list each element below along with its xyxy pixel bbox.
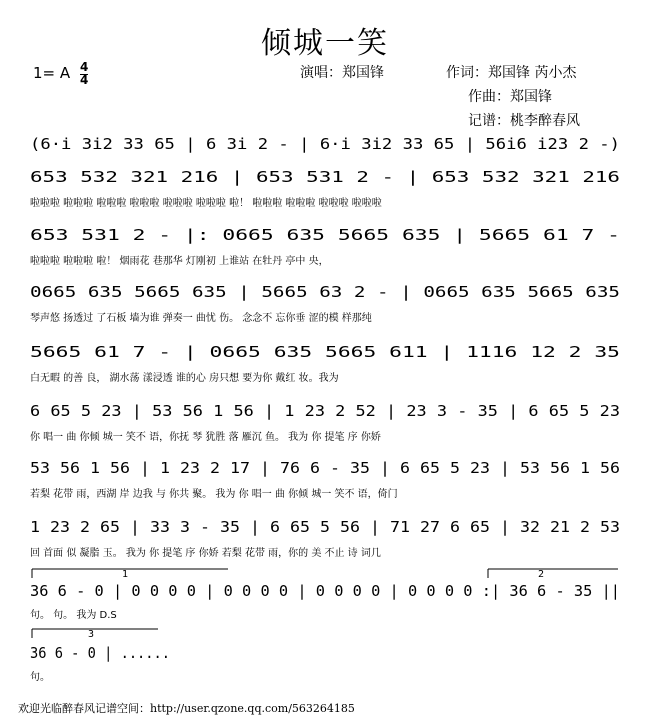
lyricist-credit: 作词：郑国锋 芮小杰: [446, 65, 577, 81]
volta-first-label: 1: [122, 569, 129, 580]
lyrics-line: 回 首面 似 凝脂 玉。 我为 你 提笔 序 你娇 若梨 花带 雨，你的 美 不止 诗 词几: [30, 548, 381, 559]
notation-line: 53 56 1 56 | 1 23 2 17 | 76 6 - 35 | 6 65 5 23 | 53 56 1 56: [30, 459, 620, 477]
lyrics-line: 啦啦啦 啦啦啦 啦啦啦 啦啦啦 啦啦啦 啦啦啦 啦！ 啦啦啦 啦啦啦 啦啦啦 啦啦啦: [30, 198, 382, 209]
score-row-5: [30, 341, 628, 384]
lyrics-line: 若梨 花带 雨，西湖 岸 边我 与 你共 聚。 我为 你 唱一 曲 你倾 城一 笑不 语，倚门: [30, 489, 398, 500]
lyrics-line: 句。: [30, 672, 50, 683]
song-title: 倾城一笑: [261, 26, 389, 61]
score-row-7: [30, 457, 628, 500]
lyrics-line: 啦啦啦 啦啦啦 啦！ 烟雨花 巷那华 灯刚初 上谁站 在牡丹 亭中 央，: [30, 256, 329, 267]
notation-line: 36 6 - 0 | 0 0 0 0 | 0 0 0 0 | 0 0 0 0 | 0 0 0 0 :| 36 6 - 35 ||: [30, 582, 620, 600]
notation-line: 36 6 - 0 | ......: [30, 644, 170, 662]
score-row-9: [30, 580, 628, 621]
score-row-10: [30, 642, 180, 683]
notation-line: 0665 635 5665 635 | 5665 63 2 - | 0665 635 5665 635: [30, 283, 620, 301]
score-row-3: [30, 224, 628, 267]
time-signature-top: 4: [80, 60, 89, 74]
lyrics-line: 琴声悠 扬透过 了石板 墙为谁 弹奏一 曲忧 伤。 念念不 忘你垂 涩的模 样那纯: [30, 313, 372, 324]
key-signature: 1= A: [33, 64, 71, 82]
lyrics-line: 你 唱一 曲 你倾 城一 笑不 语，你抚 琴 犹胜 落 雁沉 鱼。 我为 你 提笔 序 你娇: [30, 432, 381, 443]
composer-credit: 作曲：郑国锋: [468, 89, 552, 105]
score-row-8: [30, 516, 628, 559]
notation-line: (6·i 3i2 33 65 | 6 3i 2 - | 6·i 3i2 33 65 | 56i6 i23 2 -): [30, 135, 620, 153]
score-row-2: [30, 166, 628, 209]
footer-text: 欢迎光临醉春风记谱空间：http://user.qzone.qq.com/563264185: [18, 702, 355, 715]
volta-second-label: 2: [538, 569, 545, 580]
time-signature: [80, 62, 88, 86]
notation-line: 1 23 2 65 | 33 3 - 35 | 6 65 5 56 | 71 27 6 65 | 32 21 2 53: [30, 518, 620, 536]
notation-line: 653 532 321 216 | 653 531 2 - | 653 532 321 216: [30, 168, 620, 186]
transcriber-credit: 记谱：桃李醉春风: [468, 113, 580, 129]
notation-line: 6 65 5 23 | 53 56 1 56 | 1 23 2 52 | 23 3 - 35 | 6 65 5 23: [30, 402, 620, 420]
score-row-4: [30, 281, 628, 324]
score-row-1: [30, 133, 628, 155]
notation-line: 5665 61 7 - | 0665 635 5665 611 | 1116 12 2 35: [30, 343, 620, 361]
time-signature-bottom: 4: [80, 73, 89, 87]
singer-credit: 演唱：郑国锋: [300, 65, 384, 81]
notation-line: 653 531 2 - |: 0665 635 5665 635 | 5665 61 7 -: [30, 226, 620, 244]
lyrics-line: 白无暇 的善 良， 湖水荡 漾浸透 谁的心 房只想 要为你 戴红 妆。我为: [30, 373, 339, 384]
lyrics-line: 句。 句。 我为 D.S: [30, 610, 117, 621]
score-row-6: [30, 400, 628, 443]
volta-third-bracket: [28, 625, 168, 641]
volta-third-label: 3: [88, 629, 95, 640]
